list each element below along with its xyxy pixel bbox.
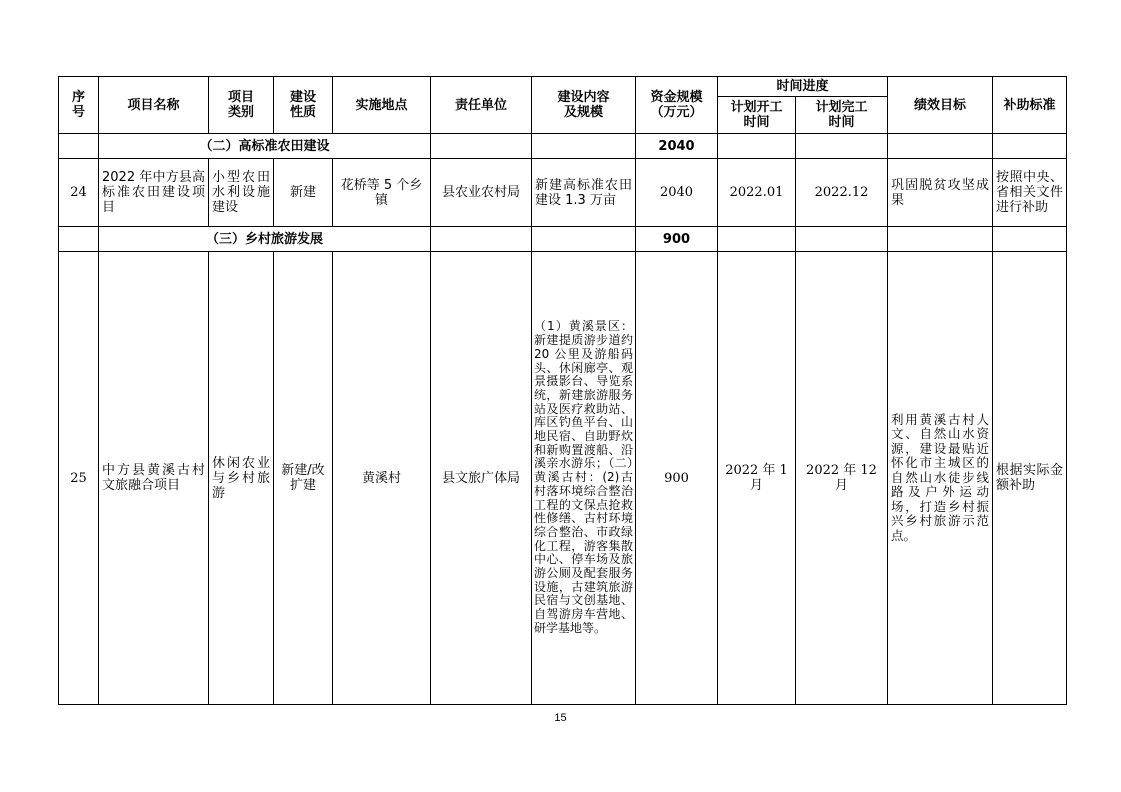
header-name: 项目名称 (99, 77, 209, 134)
header-funds: 资金规模（万元） (636, 77, 718, 134)
section-funds: 900 (636, 227, 718, 252)
row-location: 黄溪村 (333, 252, 431, 705)
header-schedule: 时间进度 (718, 77, 888, 97)
table-row (59, 252, 1067, 705)
row-seq: 24 (59, 159, 99, 227)
row-end: 2022.12 (796, 159, 888, 227)
row-start: 2022 年 1 月 (718, 252, 796, 705)
row-content: （1）黄溪景区：新建提质游步道约 20 公里及游船码头、休闲廊亭、观景摄影台、导览系统，新建旅游服务站及医疗救助站、库区钓鱼平台、山地民宿、自助野炊和新购置渡船、沿溪亲水游乐；（二）黄溪古村：(2)古村落环境综合整治工程的文保点抢救性修缮、古村环境综合整治、市政绿化工程，游客集散中心、停车场及旅游公厕及配套服务设施，古建筑旅游民宿与文创基地、自驾游房车营地、研学基地等。 (532, 252, 636, 705)
row-target: 巩固脱贫攻坚成果 (888, 159, 993, 227)
table-row (59, 159, 1067, 227)
row-start: 2022.01 (718, 159, 796, 227)
header-nature: 建设性质 (274, 77, 333, 134)
row-content: 新建高标准农田建设 1.3 万亩 (532, 159, 636, 227)
header-unit: 责任单位 (431, 77, 532, 134)
row-category: 休闲农业与乡村旅游 (209, 252, 274, 705)
page-number: 15 (554, 712, 567, 724)
row-end: 2022 年 12 月 (796, 252, 888, 705)
project-table (58, 76, 1067, 705)
header-seq: 序号 (59, 77, 99, 134)
row-seq: 25 (59, 252, 99, 705)
section-row (59, 134, 1067, 159)
header-subsidy: 补助标准 (993, 77, 1067, 134)
header-content: 建设内容及规模 (532, 77, 636, 134)
section-row (59, 227, 1067, 252)
row-funds: 900 (636, 252, 718, 705)
header-target: 绩效目标 (888, 77, 993, 134)
row-nature: 新建 (274, 159, 333, 227)
header-end: 计划完工时间 (796, 97, 888, 134)
header-location: 实施地点 (333, 77, 431, 134)
header-row-1 (59, 77, 1067, 97)
section-title: （三）乡村旅游发展 (99, 227, 431, 252)
header-start: 计划开工时间 (718, 97, 796, 134)
section-title: （二）高标准农田建设 (99, 134, 431, 159)
row-unit: 县文旅广体局 (431, 252, 532, 705)
row-subsidy: 按照中央、省相关文件进行补助 (993, 159, 1067, 227)
row-name: 中方县黄溪古村文旅融合项目 (99, 252, 209, 705)
row-name: 2022 年中方县高标准农田建设项目 (99, 159, 209, 227)
row-category: 小型农田水利设施建设 (209, 159, 274, 227)
header-category: 项目类别 (209, 77, 274, 134)
row-location: 花桥等 5 个乡镇 (333, 159, 431, 227)
row-nature: 新建/改扩建 (274, 252, 333, 705)
row-unit: 县农业农村局 (431, 159, 532, 227)
row-funds: 2040 (636, 159, 718, 227)
row-target: 利用黄溪古村人文、自然山水资源，建设最贴近怀化市主城区的自然山水徒步线路及户外运动场，打造乡村振兴乡村旅游示范点。 (888, 252, 993, 705)
row-subsidy: 根据实际金额补助 (993, 252, 1067, 705)
section-funds: 2040 (636, 134, 718, 159)
